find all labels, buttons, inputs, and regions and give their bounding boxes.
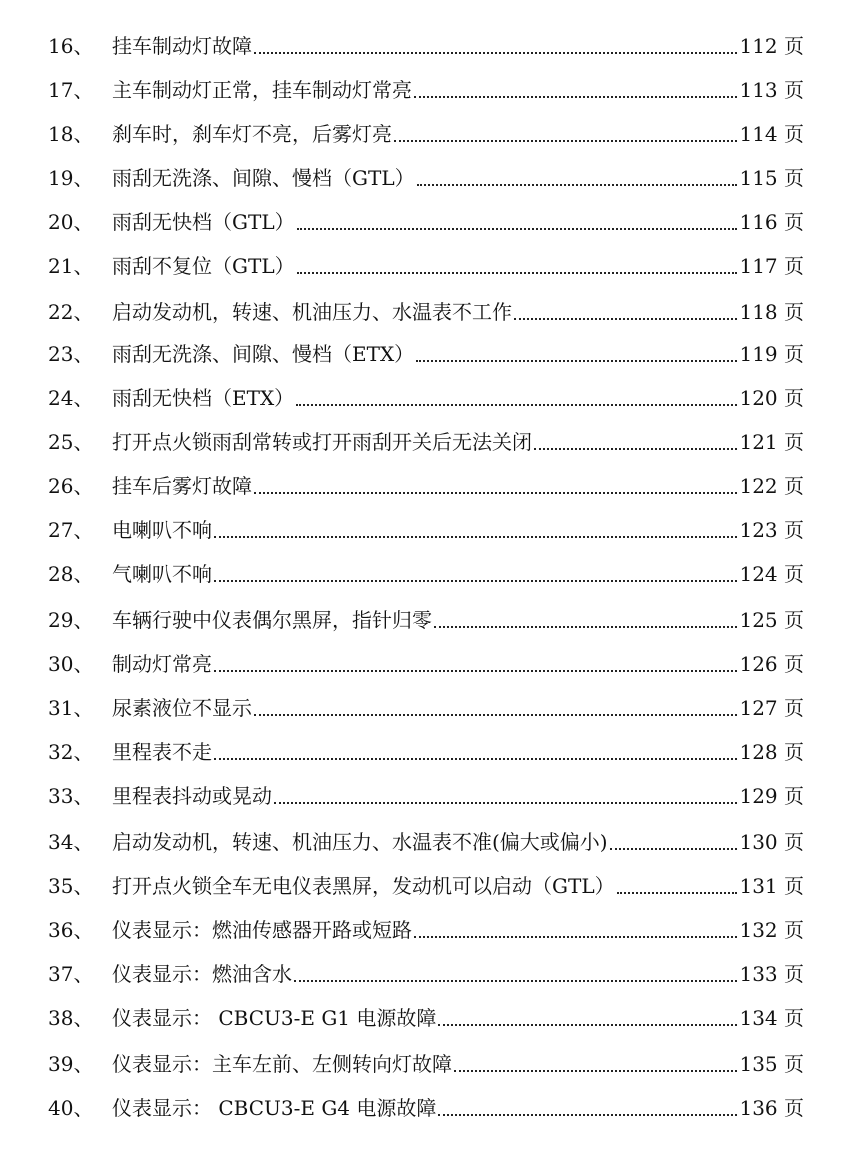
toc-entry-title: 雨刮无洗涤、间隙、慢档（GTL）	[112, 166, 415, 190]
toc-entry-body	[112, 688, 804, 728]
toc-entry	[0, 1088, 850, 1128]
dot-leader	[617, 872, 738, 894]
dot-leader	[438, 1004, 737, 1026]
toc-entry-number: 27、	[48, 518, 94, 542]
toc-entry	[0, 998, 850, 1038]
toc-entry-title: 挂车制动灯故障	[112, 34, 252, 58]
toc-entry-number: 34、	[48, 830, 94, 854]
dot-leader	[297, 208, 738, 230]
toc-entry-body	[112, 732, 804, 772]
dot-leader	[514, 298, 737, 320]
toc-entry-page: 118 页	[739, 300, 804, 324]
toc-entry-title: 仪表显示： CBCU3-E G1 电源故障	[112, 1006, 437, 1030]
toc-entry-title: 仪表显示：主车左前、左侧转向灯故障	[112, 1052, 452, 1076]
toc-entry-number: 18、	[48, 122, 94, 146]
toc-entry-title: 雨刮无快档（ETX）	[112, 386, 295, 410]
toc-entry-body	[112, 378, 804, 418]
toc-entry-page: 135 页	[739, 1052, 804, 1076]
dot-leader	[610, 828, 738, 850]
toc-entry-body	[112, 866, 804, 906]
toc-entry-body	[112, 998, 804, 1038]
toc-entry	[0, 246, 850, 286]
toc-entry-body	[112, 1044, 804, 1084]
toc-entry-page: 117 页	[739, 254, 804, 278]
toc-entry	[0, 202, 850, 242]
dot-leader	[214, 650, 737, 672]
toc-entry-title: 启动发动机，转速、机油压力、水温表不准(偏大或偏小)	[112, 830, 608, 854]
toc-entry-title: 仪表显示： CBCU3-E G4 电源故障	[112, 1096, 437, 1120]
toc-entry-page: 127 页	[739, 696, 804, 720]
toc-entry-page: 134 页	[739, 1006, 804, 1030]
toc-entry	[0, 70, 850, 110]
toc-entry-number: 33、	[48, 784, 94, 808]
toc-entry	[0, 466, 850, 506]
toc-entry-title: 电喇叭不响	[112, 518, 212, 542]
toc-entry-title: 尿素液位不显示	[112, 696, 252, 720]
dot-leader	[534, 428, 737, 450]
toc-entry-title: 雨刮无快档（GTL）	[112, 210, 295, 234]
toc-entry-page: 129 页	[739, 784, 804, 808]
toc-entry-number: 32、	[48, 740, 94, 764]
toc-entry-title: 气喇叭不响	[112, 562, 212, 586]
toc-entry	[0, 334, 850, 374]
toc-entry-number: 29、	[48, 608, 94, 632]
toc-entry-number: 37、	[48, 962, 94, 986]
toc-entry	[0, 554, 850, 594]
toc-entry-title: 仪表显示：燃油传感器开路或短路	[112, 918, 412, 942]
toc-entry-page: 132 页	[739, 918, 804, 942]
dot-leader	[296, 384, 737, 406]
toc-entry-page: 113 页	[739, 78, 804, 102]
toc-entry-number: 17、	[48, 78, 94, 102]
toc-entry-page: 112 页	[739, 34, 804, 58]
toc-entry	[0, 114, 850, 154]
toc-entry-title: 制动灯常亮	[112, 652, 212, 676]
toc-entry-body	[112, 910, 804, 950]
dot-leader	[438, 1094, 737, 1116]
toc-entry-title: 打开点火锁全车无电仪表黑屏，发动机可以启动（GTL）	[112, 874, 615, 898]
toc-entry-title: 挂车后雾灯故障	[112, 474, 252, 498]
toc-entry-title: 里程表不走	[112, 740, 212, 764]
toc-entry	[0, 822, 850, 862]
toc-entry-page: 115 页	[739, 166, 804, 190]
toc-entry-page: 119 页	[739, 342, 804, 366]
toc-entry-title: 里程表抖动或晃动	[112, 784, 272, 808]
toc-entry-title: 雨刮无洗涤、间隙、慢档（ETX）	[112, 342, 415, 366]
toc-entry-body	[112, 644, 804, 684]
toc-entry	[0, 688, 850, 728]
dot-leader	[417, 164, 738, 186]
toc-entry-page: 136 页	[739, 1096, 804, 1120]
toc-entry-page: 120 页	[739, 386, 804, 410]
toc-entry-body	[112, 510, 804, 550]
dot-leader	[434, 606, 737, 628]
toc-entry-number: 36、	[48, 918, 94, 942]
toc-entry-page: 123 页	[739, 518, 804, 542]
dot-leader	[297, 252, 738, 274]
toc-entry	[0, 292, 850, 332]
toc-entry	[0, 26, 850, 66]
toc-entry-body	[112, 822, 804, 862]
toc-entry-number: 22、	[48, 300, 94, 324]
toc-entry	[0, 644, 850, 684]
toc-entry-body	[112, 202, 804, 242]
toc-entry-body	[112, 422, 804, 462]
toc-entry-number: 28、	[48, 562, 94, 586]
toc-entry-body	[112, 954, 804, 994]
toc-entry-number: 30、	[48, 652, 94, 676]
toc-entry-body	[112, 114, 804, 154]
dot-leader	[254, 694, 737, 716]
dot-leader	[454, 1050, 737, 1072]
toc-entry	[0, 378, 850, 418]
toc-entry-page: 116 页	[739, 210, 804, 234]
dot-leader	[394, 120, 737, 142]
toc-entry-page: 122 页	[739, 474, 804, 498]
toc-entry-number: 21、	[48, 254, 94, 278]
toc-entry-title: 打开点火锁雨刮常转或打开雨刮开关后无法关闭	[112, 430, 532, 454]
dot-leader	[214, 516, 737, 538]
toc-entry-body	[112, 26, 804, 66]
dot-leader	[214, 560, 737, 582]
toc-entry-title: 启动发动机，转速、机油压力、水温表不工作	[112, 300, 512, 324]
toc-entry-title: 仪表显示：燃油含水	[112, 962, 292, 986]
toc-entry-number: 40、	[48, 1096, 94, 1120]
toc-entry-title: 刹车时，刹车灯不亮，后雾灯亮	[112, 122, 392, 146]
dot-leader	[294, 960, 737, 982]
toc-entry	[0, 600, 850, 640]
toc-entry-number: 24、	[48, 386, 94, 410]
toc-entry-body	[112, 334, 804, 374]
toc-entry-body	[112, 776, 804, 816]
dot-leader	[254, 472, 737, 494]
toc-entry-body	[112, 246, 804, 286]
toc-entry-number: 16、	[48, 34, 94, 58]
toc-entry-body	[112, 600, 804, 640]
toc-entry	[0, 1044, 850, 1084]
toc-entry-body	[112, 70, 804, 110]
toc-entry-page: 126 页	[739, 652, 804, 676]
dot-leader	[254, 32, 737, 54]
toc-entry-page: 133 页	[739, 962, 804, 986]
toc-entry-body	[112, 466, 804, 506]
toc-entry-number: 20、	[48, 210, 94, 234]
toc-entry	[0, 866, 850, 906]
dot-leader	[416, 340, 737, 362]
toc-entry-title: 车辆行驶中仪表偶尔黑屏，指针归零	[112, 608, 432, 632]
dot-leader	[414, 916, 737, 938]
toc-entry	[0, 158, 850, 198]
toc-entry-page: 131 页	[739, 874, 804, 898]
toc-entry	[0, 954, 850, 994]
toc-entry	[0, 510, 850, 550]
toc-entry-number: 26、	[48, 474, 94, 498]
toc-entry-body	[112, 292, 804, 332]
dot-leader	[414, 76, 737, 98]
toc-entry-number: 25、	[48, 430, 94, 454]
dot-leader	[214, 738, 737, 760]
toc-entry-number: 19、	[48, 166, 94, 190]
toc-entry	[0, 776, 850, 816]
toc-entry-number: 39、	[48, 1052, 94, 1076]
toc-entry-title: 雨刮不复位（GTL）	[112, 254, 295, 278]
toc-entry-body	[112, 1088, 804, 1128]
toc-entry-number: 31、	[48, 696, 94, 720]
toc-entry-number: 38、	[48, 1006, 94, 1030]
toc-entry	[0, 732, 850, 772]
toc-entry-page: 130 页	[739, 830, 804, 854]
toc-entry-page: 125 页	[739, 608, 804, 632]
dot-leader	[274, 782, 737, 804]
toc-entry-number: 23、	[48, 342, 94, 366]
toc-entry	[0, 422, 850, 462]
toc-entry-page: 124 页	[739, 562, 804, 586]
toc-entry-page: 114 页	[739, 122, 804, 146]
toc-entry-body	[112, 554, 804, 594]
toc-entry-body	[112, 158, 804, 198]
toc-entry	[0, 910, 850, 950]
toc-entry-page: 121 页	[739, 430, 804, 454]
toc-entry-page: 128 页	[739, 740, 804, 764]
toc-entry-number: 35、	[48, 874, 94, 898]
toc-entry-title: 主车制动灯正常，挂车制动灯常亮	[112, 78, 412, 102]
